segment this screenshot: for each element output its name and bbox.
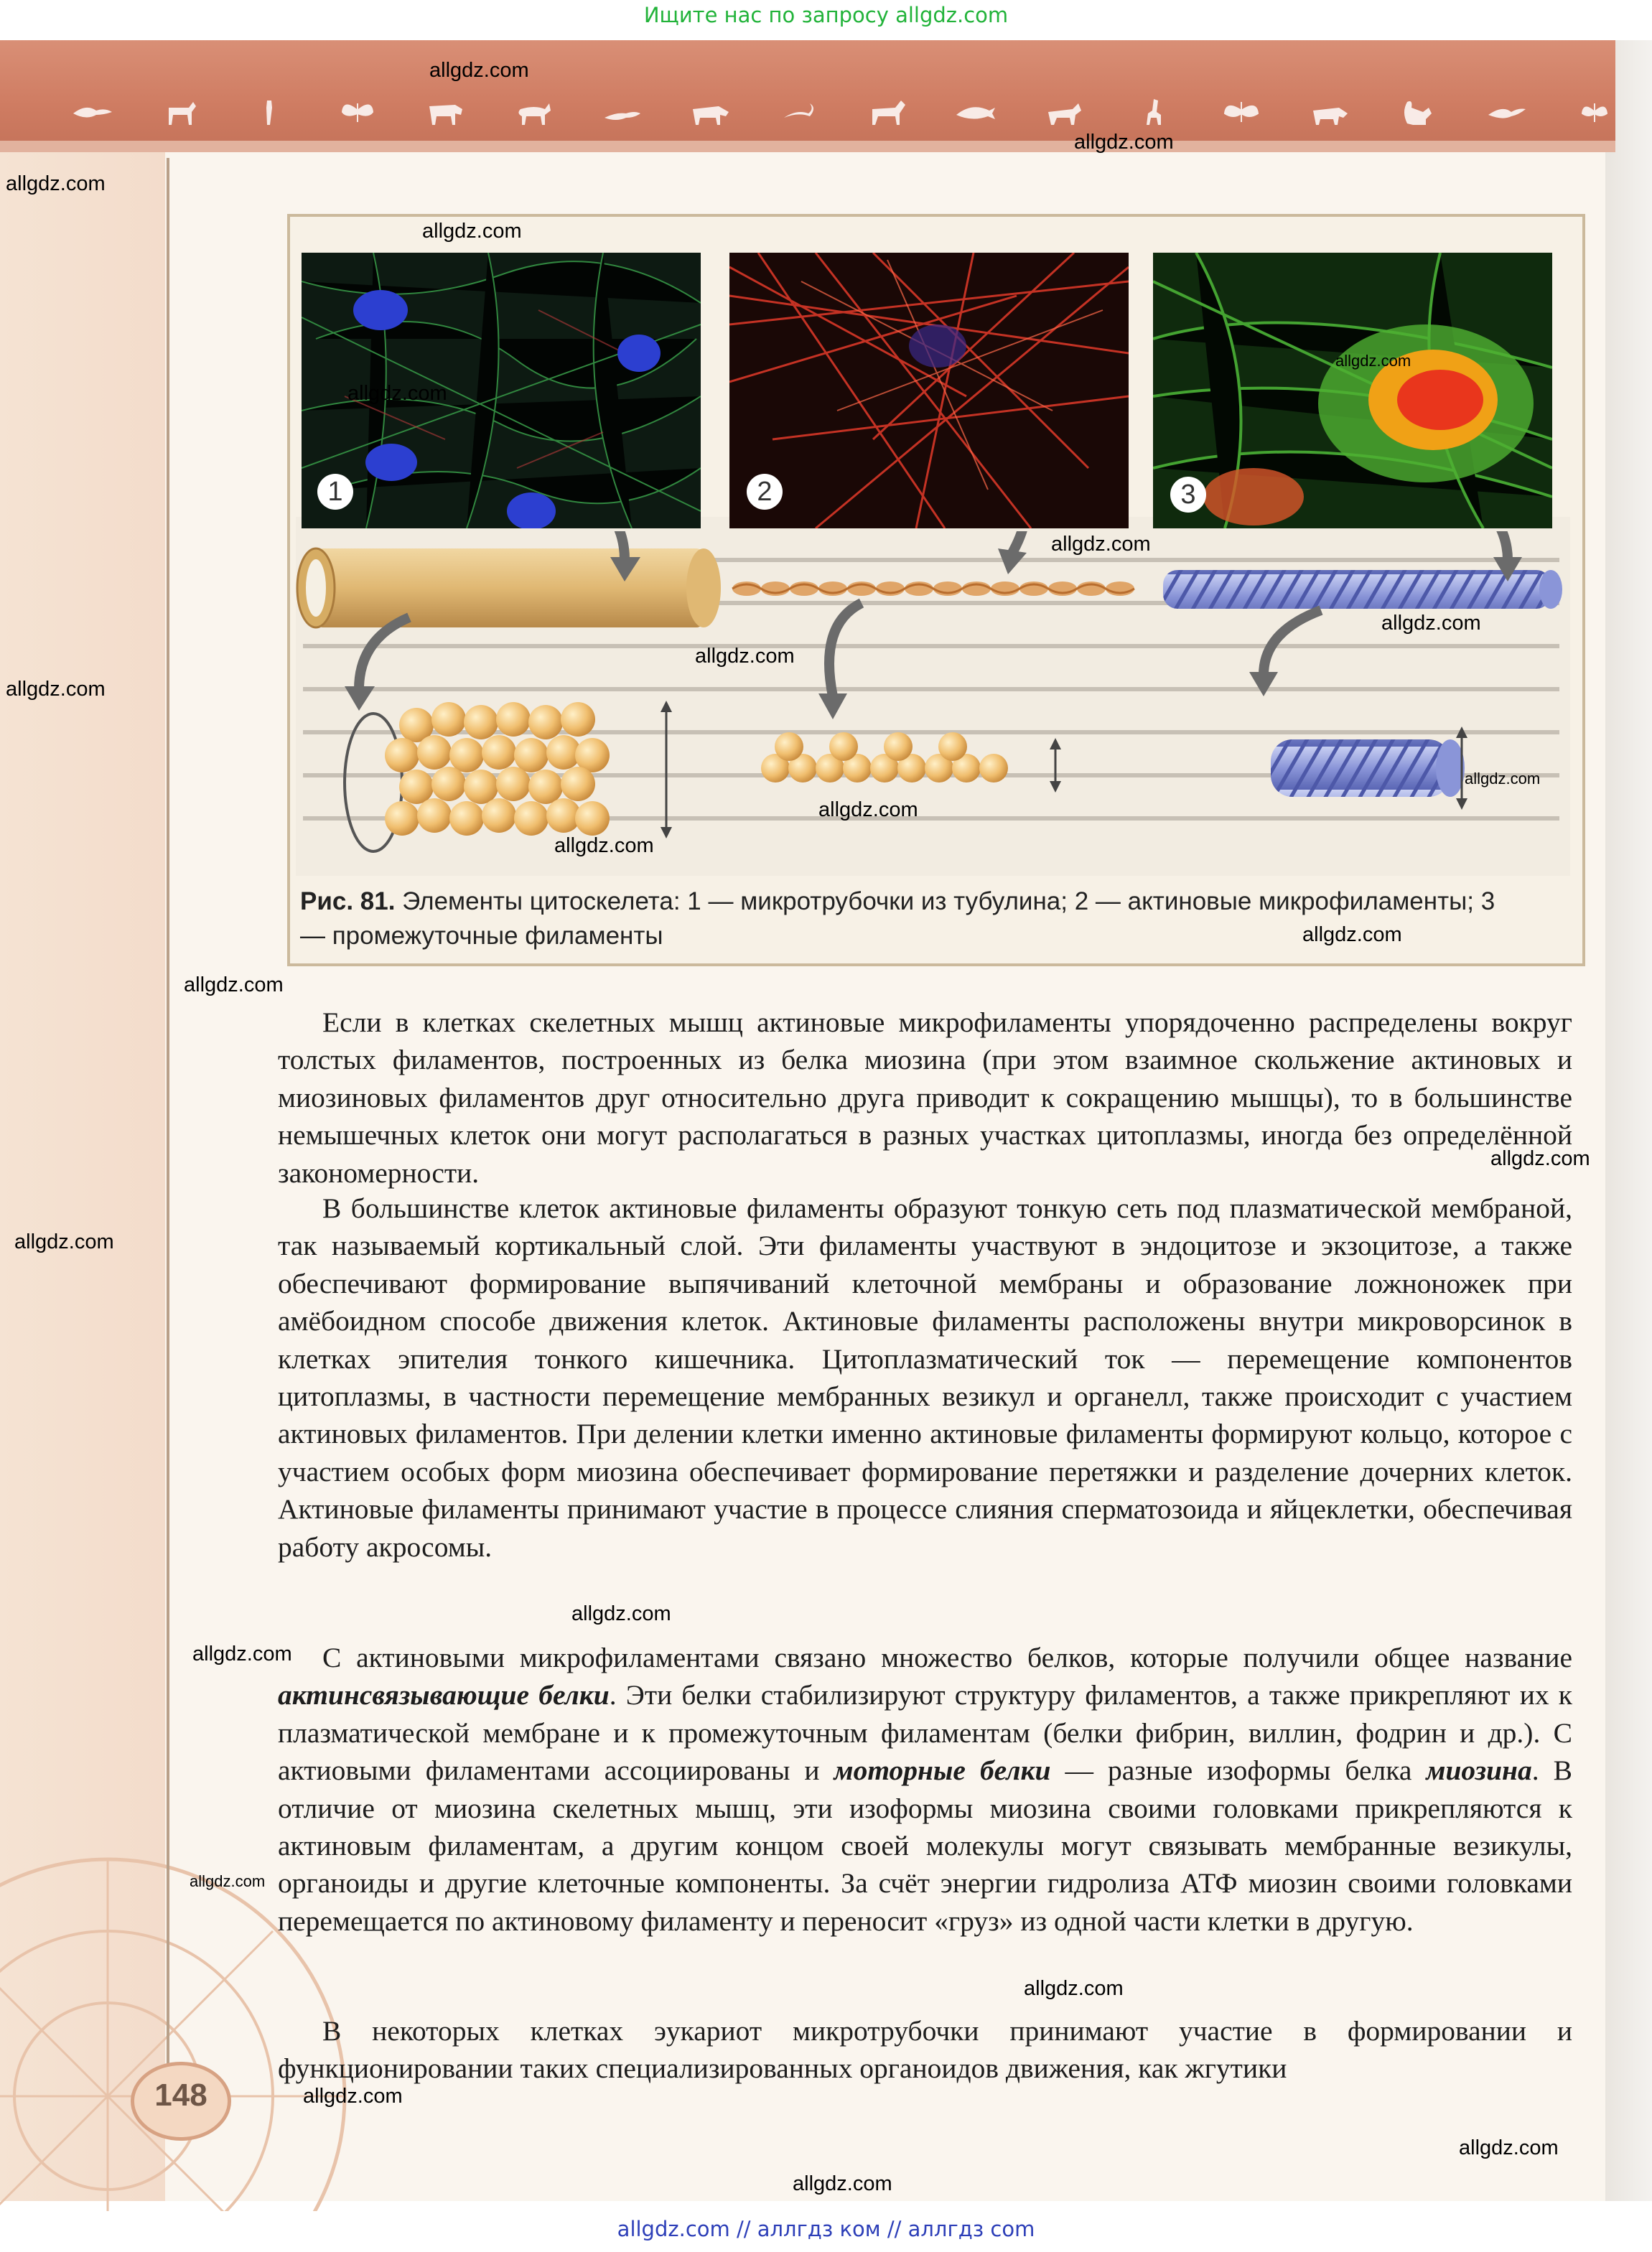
moth-icon — [1221, 98, 1262, 126]
watermark: allgdz.com — [192, 1643, 292, 1665]
watermark: allgdz.com — [1490, 1147, 1590, 1170]
term-motor-proteins: моторные белки — [834, 1755, 1051, 1787]
watermark: allgdz.com — [1381, 612, 1481, 635]
watermark: allgdz.com — [1024, 1977, 1124, 2000]
page-edge-shadow — [1605, 40, 1652, 2201]
term-myosin: миозина — [1426, 1755, 1532, 1787]
bird-icon — [72, 98, 113, 126]
watermark: allgdz.com — [1465, 770, 1541, 788]
cat-icon — [513, 98, 555, 126]
paragraph-4: В некоторых клетках эукариот микротрубочки принимают участие в формировании и функционировании таких специализированных органоидов движения, как жгутики — [278, 2015, 1572, 2085]
figure-panel-number-3: 3 — [1170, 477, 1206, 513]
paragraph-3-part-1: С актиновыми микрофиламентами связано множество белков, которые получили общее название — [322, 1642, 1572, 1673]
paragraph-3-part-4: . В отличие от миозина скелетных мышц, эти изоформы миозина своими головками прикрепляются к актиновым филаментам, а другим концом своей молекулы могут связывать мембранные везикулы, органоиды и другие клеточные компоненты. За счёт энергии гидролиза АТФ миозин своими головками перемещается по актиновому филаменту и переносит «груз» из одной части клетки в другую. — [278, 1755, 1572, 1937]
animal-silhouettes — [72, 90, 1615, 134]
page-number: 148 — [154, 2078, 207, 2113]
caption-label: Рис. 81. — [300, 887, 396, 915]
watermark: allgdz.com — [422, 220, 522, 243]
paragraph-1: Если в клетках скелетных мышц актиновые микрофиламенты упорядоченно распределены вокруг толстых филаментов, построенных из белка миозина (при этом взаимное скольжение актиновых и миозиновых филаментов друг относительно друга приводит к сокращению мышцы), то в большинстве немышечных клеток они могут располагаться в разных участках цитоплазмы, иногда без определённой закономерности. — [278, 1006, 1572, 1189]
header-band-stripe — [0, 141, 1615, 152]
watermark: allgdz.com — [190, 1872, 266, 1890]
caption-text: Элементы цитоскелета: 1 — микротрубочки из тубулина; 2 — актиновые микрофиламенты; 3 — промежуточные филаменты — [300, 887, 1495, 950]
boar-icon — [1309, 98, 1350, 126]
figure-panel-number-1: 1 — [317, 474, 353, 510]
squirrel-icon — [1397, 98, 1439, 126]
watermark: allgdz.com — [818, 798, 918, 821]
margin-line — [167, 158, 169, 2111]
horse-icon — [867, 98, 908, 126]
butterfly-icon — [337, 98, 378, 126]
watermark: allgdz.com — [184, 973, 284, 996]
dolphin-icon — [955, 98, 997, 126]
lizard-icon — [602, 98, 643, 126]
watermark: allgdz.com — [793, 2172, 892, 2195]
goat-icon — [160, 98, 202, 126]
watermark: allgdz.com — [571, 1602, 671, 1625]
insect-icon — [1574, 98, 1615, 126]
fox-icon — [1044, 98, 1086, 126]
bottom-links[interactable]: allgdz.com // аллгдз ком // аллгдз com — [617, 2217, 1035, 2241]
buffalo-icon — [425, 98, 467, 126]
meerkat-icon — [248, 98, 290, 126]
figure-panel-number-2: 2 — [747, 474, 783, 510]
micrograph-actin — [729, 253, 1129, 528]
paragraph-2: В большинстве клеток актиновые филаменты образуют тонкую сеть под плазматической мембраной, так называемый кортикальный слой. Эти филаменты участвуют в эндоцитозе и экзоцитозе, а также обеспечивают формирование выпячиваний клеточной мембраны и образование ложноножек при амёбоидном способе движения клеток. Актиновые филаменты расположены внутри микроворсинок в клетках эпителия тонкого кишечника. Цитоплазматический ток — перемещение компонентов цитоплазмы, в частности перемещение мембранных везикул и органелл, также происходит с участием актиновых филаментов. При делении клетки именно актиновые филаменты формируют кольцо, которое с участием особых форм миозина обеспечивает формирование перетяжки и разделение дочерних клеток. Актиновые филаменты принимают участие в процессе слияния сперматозоида и яйцеклетки, обеспечивая работу акросомы. — [278, 1192, 1572, 1563]
top-search-link[interactable]: Ищите нас по запросу allgdz.com — [643, 3, 1009, 27]
rhino-icon — [690, 98, 732, 126]
watermark: allgdz.com — [695, 645, 795, 668]
paragraph-3-part-3: — разные изоформы белка — [1050, 1755, 1427, 1787]
micrograph-intermediate-filaments — [1153, 253, 1552, 528]
watermark: allgdz.com — [303, 2085, 403, 2108]
paragraph-3-part-2: . Эти белки стабилизируют структуру филаментов, а также прикрепляют их к плазматической мембране и к промежуточным филаментам (белки фибрин, виллин, фодрин и др.). С актиовыми филаментами ассоциированы и — [278, 1679, 1572, 1787]
giraffe-icon — [1132, 98, 1174, 126]
watermark: allgdz.com — [1459, 2136, 1559, 2159]
watermark: allgdz.com — [14, 1230, 114, 1253]
watermark: allgdz.com — [554, 834, 654, 857]
watermark: allgdz.com — [347, 382, 447, 405]
watermark: allgdz.com — [1074, 131, 1174, 154]
watermark: allgdz.com — [429, 59, 529, 82]
paragraph-3 — [278, 1639, 1572, 1940]
watermark: allgdz.com — [1335, 352, 1411, 370]
scorpion-icon — [778, 98, 820, 126]
cytoskeleton-schematics — [287, 531, 1579, 861]
watermark: allgdz.com — [1302, 923, 1402, 946]
term-actin-binding-proteins: актинсвязывающие белки — [278, 1679, 610, 1711]
bird-flying-icon — [1485, 98, 1527, 126]
watermark: allgdz.com — [6, 678, 106, 701]
watermark: allgdz.com — [1051, 533, 1151, 556]
watermark: allgdz.com — [6, 172, 106, 195]
